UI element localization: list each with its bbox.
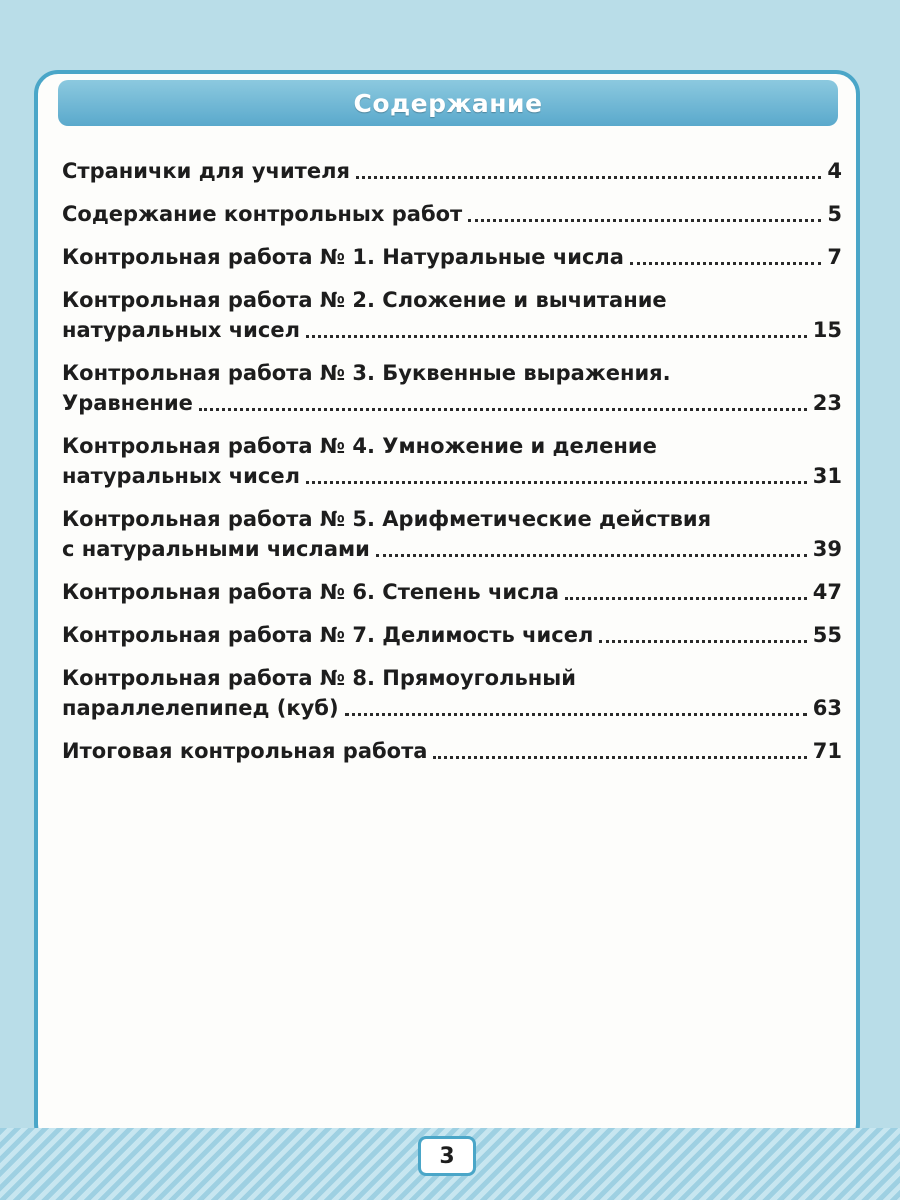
dot-leader [630, 262, 821, 265]
toc-entry[interactable] [62, 358, 842, 418]
dot-leader [306, 481, 807, 484]
page-number: 3 [418, 1136, 476, 1176]
toc-entry[interactable] [62, 577, 842, 607]
toc-entry[interactable] [62, 285, 842, 345]
toc-entry[interactable] [62, 663, 842, 723]
contents-card [34, 70, 860, 1148]
toc-entry-page: 39 [812, 537, 842, 561]
toc-entry-page: 31 [812, 464, 842, 488]
toc-entry-title: Уравнение [62, 391, 193, 415]
toc-entry-title: натуральных чисел [62, 464, 300, 488]
toc-entry-page: 71 [812, 739, 842, 763]
toc-entry-title-line: Контрольная работа № 2. Сложение и вычитание [62, 288, 667, 312]
dot-leader [345, 713, 807, 716]
dot-leader [468, 219, 821, 222]
dot-leader [565, 597, 807, 600]
toc-entry-page: 5 [827, 202, 842, 226]
toc-entry-page: 7 [827, 245, 842, 269]
dot-leader [433, 756, 806, 759]
toc-entry-title: Странички для учителя [62, 159, 350, 183]
toc-entry[interactable] [62, 504, 842, 564]
toc-entry-page: 15 [812, 318, 842, 342]
toc-entry-page: 55 [812, 623, 842, 647]
toc-entry-page: 23 [812, 391, 842, 415]
toc-entry[interactable] [62, 620, 842, 650]
dot-leader [199, 408, 807, 411]
contents-heading: Содержание [58, 80, 838, 126]
toc-entry-title: с натуральными числами [62, 537, 370, 561]
table-of-contents [62, 156, 842, 779]
toc-entry-title: Содержание контрольных работ [62, 202, 463, 226]
toc-entry-title: Контрольная работа № 1. Натуральные числа [62, 245, 624, 269]
toc-entry[interactable] [62, 431, 842, 491]
toc-entry-title: Итоговая контрольная работа [62, 739, 428, 763]
toc-entry-title-line: Контрольная работа № 3. Буквенные выражения. [62, 361, 671, 385]
dot-leader [599, 640, 806, 643]
toc-entry[interactable] [62, 156, 842, 186]
dot-leader [356, 176, 821, 179]
toc-entry-title: натуральных чисел [62, 318, 300, 342]
toc-entry[interactable] [62, 242, 842, 272]
toc-entry-title: Контрольная работа № 7. Делимость чисел [62, 623, 594, 647]
toc-entry-title-line: Контрольная работа № 5. Арифметические действия [62, 507, 712, 531]
toc-entry-title: Контрольная работа № 6. Степень числа [62, 580, 560, 604]
dot-leader [376, 554, 807, 557]
toc-entry-page: 4 [827, 159, 842, 183]
dot-leader [306, 335, 807, 338]
toc-entry-title-line: Контрольная работа № 4. Умножение и деление [62, 434, 657, 458]
toc-entry-title: параллелепипед (куб) [62, 696, 339, 720]
toc-entry-page: 47 [812, 580, 842, 604]
toc-entry[interactable] [62, 199, 842, 229]
toc-entry-page: 63 [812, 696, 842, 720]
toc-entry-title-line: Контрольная работа № 8. Прямоугольный [62, 666, 576, 690]
toc-entry[interactable] [62, 736, 842, 766]
